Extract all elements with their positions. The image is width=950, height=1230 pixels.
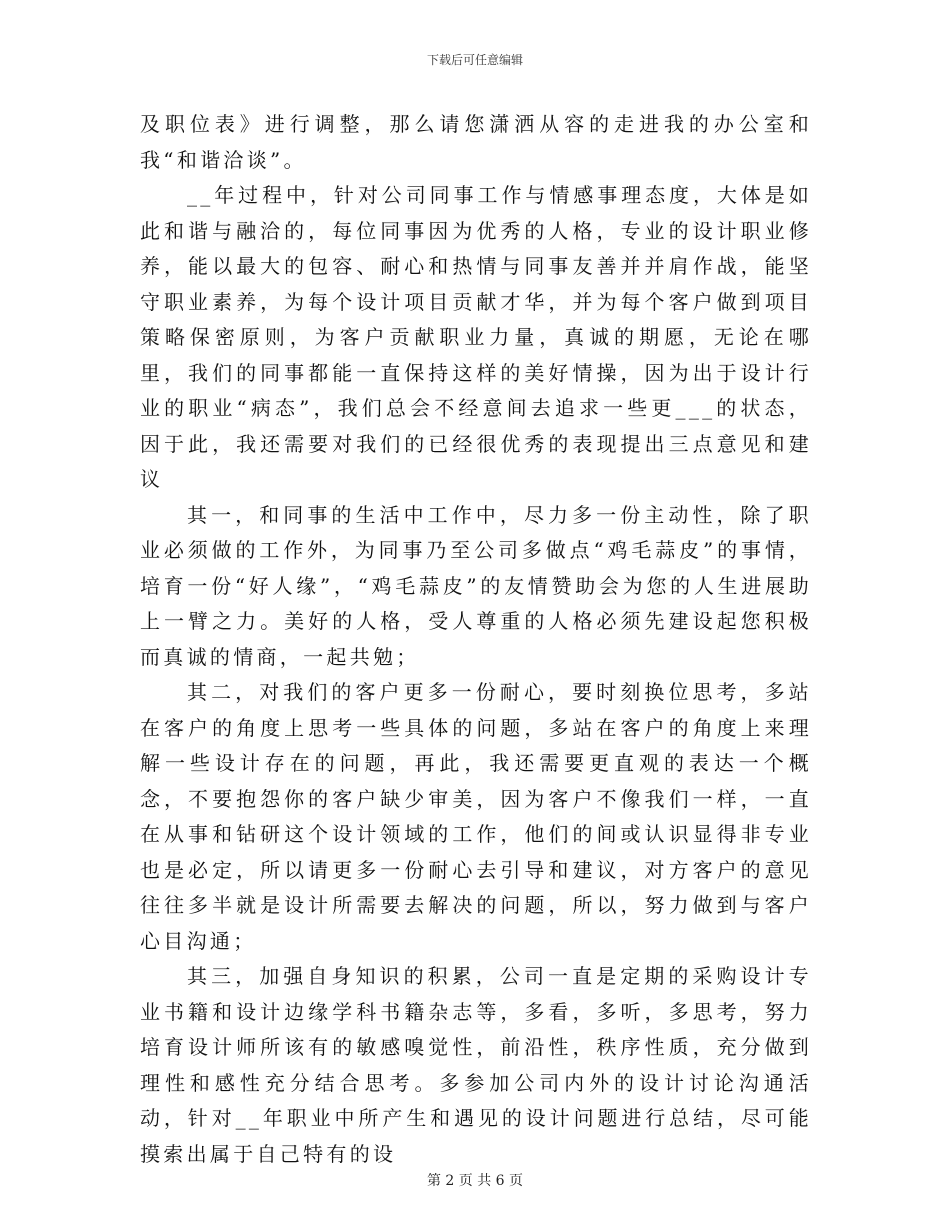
document-body xyxy=(140,107,812,1172)
paragraph-continued: 及职位表》进行调整，那么请您潇洒从容的走进我的办公室和我“和谐洽谈”。 xyxy=(140,112,812,172)
paragraph-suggestion-one: 其一，和同事的生活中工作中，尽力多一份主动性，除了职业必须做的工作外，为同事乃至公司多做点“鸡毛蒜皮”的事情，培育一份“好人缘”，“鸡毛蒜皮”的友情赞助会为您的人生进展助上一臂之力。美好的人格，受人尊重的人格必须先建设起您积极而真诚的情商，一起共勉； xyxy=(140,502,812,669)
page-header-note: 下载后可任意编辑 xyxy=(426,53,523,67)
paragraph-colleague-attitude: __年过程中，针对公司同事工作与情感事理态度，大体是如此和谐与融洽的，每位同事因为优秀的人格，专业的设计职业修养，能以最大的包容、耐心和热情与同事友善并并肩作战，能坚守职业素养，为每个设计项目贡献才华，并为每个客户做到项目策略保密原则，为客户贡献职业力量，真诚的期愿，无论在哪里，我们的同事都能一直保持这样的美好情操，因为出于设计行业的职业“病态”，我们总会不经意间去追求一些更___的状态，因于此，我还需要对我们的已经很优秀的表现提出三点意见和建议 xyxy=(140,183,812,491)
page-number-indicator: 第 2 页 共 6 页 xyxy=(426,1173,524,1189)
paragraph-suggestion-three: 其三，加强自身知识的积累，公司一直是定期的采购设计专业书籍和设计边缘学科书籍杂志等，多看，多听，多思考，努力培育设计师所该有的敏感嗅觉性，前沿性，秩序性质，充分做到理性和感性充分结合思考。多参加公司内外的设计讨论沟通活动，针对__年职业中所产生和遇见的设计问题进行总结，尽可能摸索出属于自己特有的设 xyxy=(140,964,812,1166)
paragraph-suggestion-two: 其二，对我们的客户更多一份耐心，要时刻换位思考，多站在客户的角度上思考一些具体的问题，多站在客户的角度上来理解一些设计存在的问题，再此，我还需要更直观的表达一个概念，不要抱怨你的客户缺少审美，因为客户不像我们一样，一直在从事和钻研这个设计领域的工作，他们的间或认识显得非专业也是必定，所以请更多一份耐心去引导和建议，对方客户的意见往往多半就是设计所需要去解决的问题，所以，努力做到与客户心目沟通； xyxy=(140,680,812,953)
